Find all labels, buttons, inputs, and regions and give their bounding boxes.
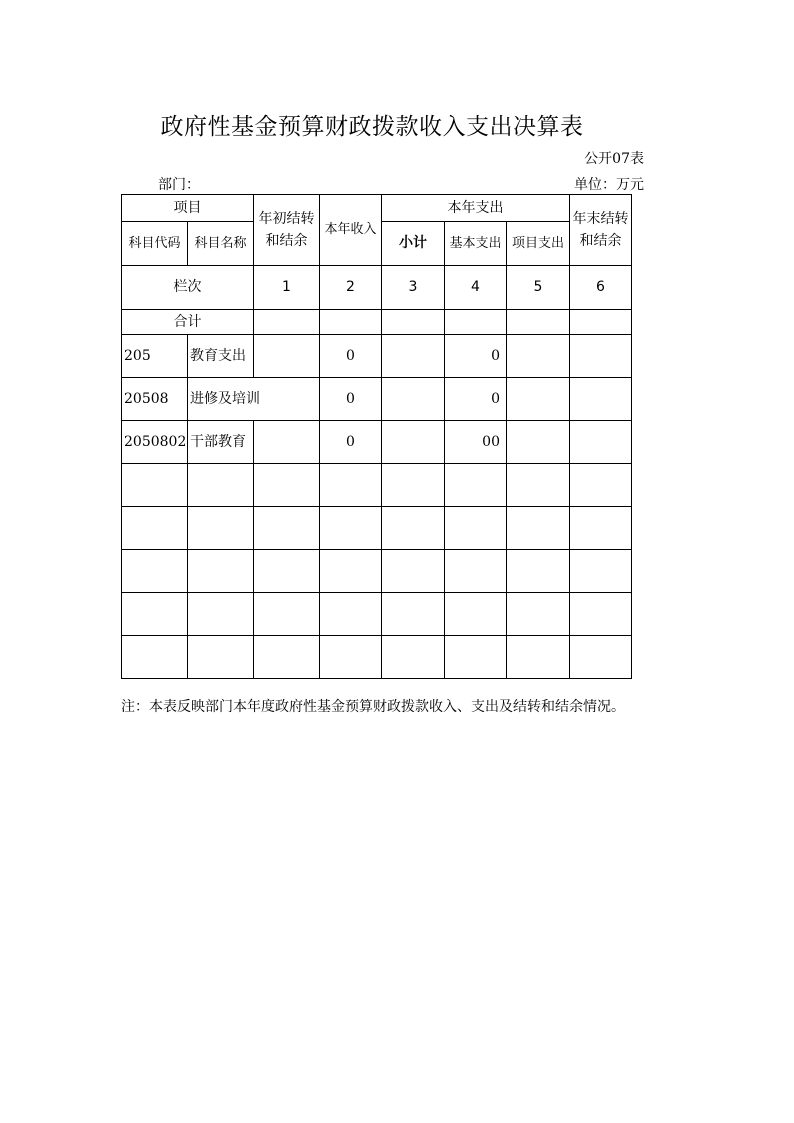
row-code — [122, 550, 188, 593]
row-basic: 0 — [445, 335, 507, 378]
header-code: 科目代码 — [122, 222, 188, 266]
row-name — [188, 550, 254, 593]
row-income: 0 — [320, 335, 382, 378]
column-index-4: 4 — [445, 266, 507, 310]
row-name: 教育支出 — [188, 335, 254, 378]
row-subtotal — [382, 593, 445, 636]
header-project: 项目支出 — [507, 222, 570, 266]
row-begin-balance — [254, 421, 320, 464]
table-row — [122, 378, 632, 421]
row-subtotal — [382, 464, 445, 507]
total-row — [122, 310, 632, 335]
row-project — [507, 550, 570, 593]
row-end-balance — [570, 593, 632, 636]
row-basic — [445, 464, 507, 507]
unit-label: 单位：万元 — [574, 177, 644, 193]
row-project — [507, 507, 570, 550]
header-income: 本年收入 — [320, 195, 382, 266]
row-end-balance — [570, 464, 632, 507]
department-label: 部门： — [158, 177, 200, 193]
page-title — [0, 108, 794, 141]
header-item: 项目 — [122, 195, 254, 222]
row-subtotal — [382, 421, 445, 464]
header-row-1 — [122, 195, 632, 222]
row-end-balance — [570, 378, 632, 421]
table-row — [122, 550, 632, 593]
row-name: 干部教育 — [188, 421, 254, 464]
column-index-3: 3 — [382, 266, 445, 310]
row-name: 进修及培训 — [188, 378, 320, 421]
total-cell — [445, 310, 507, 335]
table-row — [122, 593, 632, 636]
row-end-balance — [570, 507, 632, 550]
row-name — [188, 507, 254, 550]
row-income — [320, 636, 382, 679]
header-end-balance: 年末结转和结余 — [570, 195, 632, 266]
table-row — [122, 464, 632, 507]
total-cell — [254, 310, 320, 335]
total-cell — [507, 310, 570, 335]
row-begin-balance — [254, 335, 320, 378]
column-index-1: 1 — [254, 266, 320, 310]
total-cell — [382, 310, 445, 335]
row-end-balance — [570, 550, 632, 593]
row-income: 0 — [320, 421, 382, 464]
table-row — [122, 636, 632, 679]
row-begin-balance — [254, 636, 320, 679]
row-name — [188, 464, 254, 507]
row-basic — [445, 636, 507, 679]
row-end-balance — [570, 421, 632, 464]
row-subtotal — [382, 507, 445, 550]
row-end-balance — [570, 636, 632, 679]
row-project — [507, 636, 570, 679]
total-cell — [570, 310, 632, 335]
row-project — [507, 335, 570, 378]
row-subtotal — [382, 378, 445, 421]
header-expense: 本年支出 — [382, 195, 570, 222]
header-begin-balance: 年初结转和结余 — [254, 195, 320, 266]
row-begin-balance — [254, 593, 320, 636]
column-index-6: 6 — [570, 266, 632, 310]
row-project — [507, 378, 570, 421]
row-project — [507, 421, 570, 464]
total-label: 合计 — [122, 310, 254, 335]
row-code — [122, 593, 188, 636]
row-basic — [445, 550, 507, 593]
row-project — [507, 593, 570, 636]
form-number: 公开07表 — [584, 151, 644, 167]
row-code — [122, 464, 188, 507]
row-basic: 00 — [445, 421, 507, 464]
row-subtotal — [382, 636, 445, 679]
row-end-balance — [570, 335, 632, 378]
row-subtotal — [382, 335, 445, 378]
row-begin-balance — [254, 550, 320, 593]
row-code: 2050802 — [122, 421, 188, 464]
total-cell — [320, 310, 382, 335]
header-subtotal: 小计 — [382, 222, 445, 266]
row-name — [188, 593, 254, 636]
column-index-row — [122, 266, 632, 310]
row-income: 0 — [320, 378, 382, 421]
budget-table — [121, 194, 632, 679]
row-code: 205 — [122, 335, 188, 378]
header-name: 科目名称 — [188, 222, 254, 266]
row-income — [320, 550, 382, 593]
table-row — [122, 421, 632, 464]
row-project — [507, 464, 570, 507]
row-code — [122, 636, 188, 679]
page-title-text: 政府性基金预算财政拨款收入支出决算表 — [160, 114, 584, 140]
row-income — [320, 507, 382, 550]
row-name — [188, 636, 254, 679]
header-basic: 基本支出 — [445, 222, 507, 266]
column-index-5: 5 — [507, 266, 570, 310]
row-basic: 0 — [445, 378, 507, 421]
column-index-label: 栏次 — [122, 266, 254, 310]
row-subtotal — [382, 550, 445, 593]
table-row — [122, 507, 632, 550]
row-income — [320, 464, 382, 507]
column-index-2: 2 — [320, 266, 382, 310]
row-basic — [445, 593, 507, 636]
row-code — [122, 507, 188, 550]
row-code: 20508 — [122, 378, 188, 421]
row-begin-balance — [254, 507, 320, 550]
table-row — [122, 335, 632, 378]
row-begin-balance — [254, 464, 320, 507]
row-basic — [445, 507, 507, 550]
row-income — [320, 593, 382, 636]
footnote: 注：本表反映部门本年度政府性基金预算财政拨款收入、支出及结转和结余情况。 — [121, 699, 625, 715]
